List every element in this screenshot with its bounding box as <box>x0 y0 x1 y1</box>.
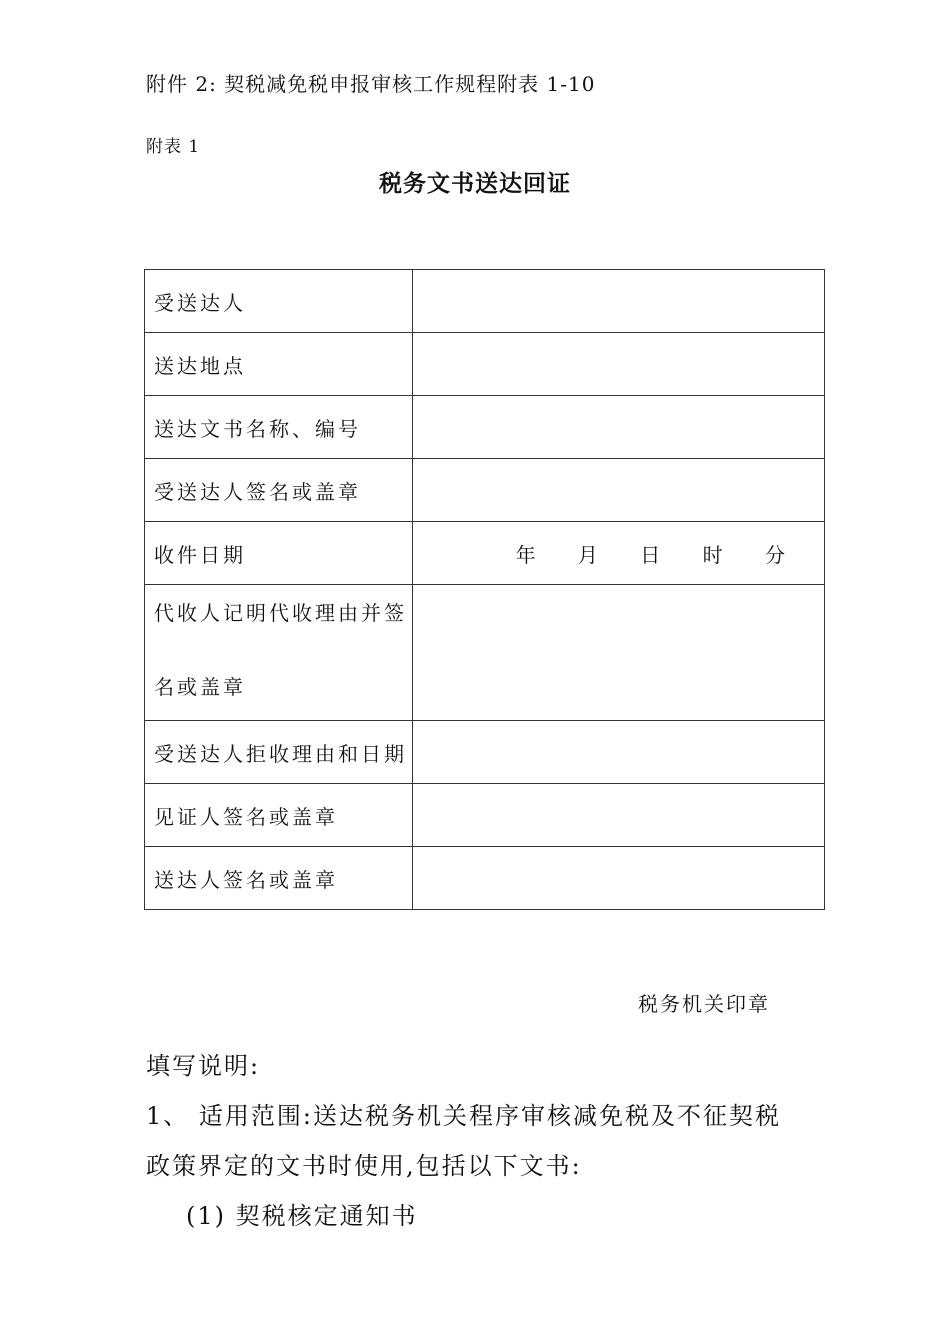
receipt-date-field[interactable] <box>413 522 825 585</box>
doc-name-field[interactable] <box>413 396 825 459</box>
delivery-receipt-form <box>144 269 825 910</box>
form-row-deliverer <box>145 847 825 910</box>
agent-label <box>145 585 413 721</box>
agent-label-line2: 名或盖章 <box>154 675 246 699</box>
agent-label-line1: 代收人记明代收理由并签 <box>154 601 407 625</box>
attachment-heading: 附件 2: 契税减免税申报审核工作规程附表 1-10 <box>146 72 596 96</box>
form-row-doc-name <box>145 396 825 459</box>
form-row-location <box>145 333 825 396</box>
instruction-subitem-1: (1) 契税核定通知书 <box>186 1202 418 1230</box>
form-row-recipient-sign <box>145 459 825 522</box>
subtable-label: 附表 1 <box>146 137 201 157</box>
witness-label: 见证人签名或盖章 <box>145 784 413 847</box>
doc-name-label: 送达文书名称、编号 <box>145 396 413 459</box>
date-minute-unit: 分 <box>765 542 788 567</box>
refusal-label: 受送达人拒收理由和日期 <box>145 721 413 784</box>
date-year-unit: 年 <box>515 542 539 567</box>
location-field[interactable] <box>413 333 825 396</box>
date-month-unit: 月 <box>577 542 601 567</box>
recipient-sign-field[interactable] <box>413 459 825 522</box>
form-row-refusal <box>145 721 825 784</box>
form-row-agent <box>145 585 825 721</box>
instructions-title: 填写说明: <box>146 1052 261 1080</box>
deliverer-field[interactable] <box>413 847 825 910</box>
recipient-sign-label: 受送达人签名或盖章 <box>145 459 413 522</box>
recipient-field[interactable] <box>413 270 825 333</box>
deliverer-label: 送达人签名或盖章 <box>145 847 413 910</box>
instruction-item-1-line2: 政策界定的文书时使用,包括以下文书: <box>146 1152 582 1180</box>
agent-field[interactable] <box>413 585 825 721</box>
refusal-field[interactable] <box>413 721 825 784</box>
recipient-label: 受送达人 <box>145 270 413 333</box>
date-day-unit: 日 <box>640 542 664 567</box>
receipt-date-label: 收件日期 <box>145 522 413 585</box>
date-hour-unit: 时 <box>702 542 726 567</box>
witness-field[interactable] <box>413 784 825 847</box>
form-row-witness <box>145 784 825 847</box>
location-label: 送达地点 <box>145 333 413 396</box>
tax-authority-seal-label: 税务机关印章 <box>638 992 770 1016</box>
instruction-item-1-line1: 1、 适用范围:送达税务机关程序审核减免税及不征契税 <box>146 1102 781 1130</box>
form-row-receipt-date <box>145 522 825 585</box>
form-row-recipient <box>145 270 825 333</box>
page-title: 税务文书送达回证 <box>379 170 571 197</box>
